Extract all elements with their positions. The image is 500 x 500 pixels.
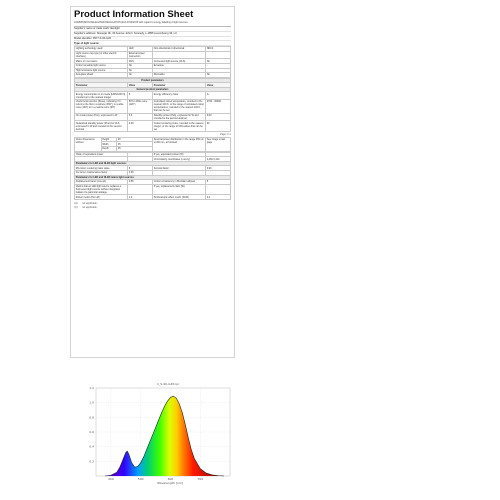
table-cell bbox=[206, 51, 231, 59]
type-header: Type of light source: bbox=[74, 41, 231, 46]
table-cell: 0,00 bbox=[128, 121, 153, 132]
table-cell: R9 colour rendering index value bbox=[75, 166, 128, 171]
claims-table bbox=[74, 152, 231, 200]
table-cell: 0,4 bbox=[206, 195, 231, 200]
table-cell: Correlated colour temperature, rounded to the nearest 100 K, or the range of correlated colour temperatures, rounded to the nearest 100 K, that can be set bbox=[153, 100, 205, 113]
footnote bbox=[74, 206, 231, 210]
table-cell: 90 bbox=[206, 121, 231, 132]
table-cell: MLS bbox=[128, 59, 153, 64]
dimension-name: Height bbox=[101, 137, 117, 142]
table-cell: Stroboscopic effect metric (SVM) bbox=[152, 195, 205, 200]
table-cell: LED bbox=[128, 47, 153, 52]
table-cell: the lumen maintenance factor bbox=[75, 171, 128, 176]
table-cell: Light source cap-type (or other electric interface) bbox=[75, 51, 128, 59]
supplier-info bbox=[74, 26, 231, 46]
table-row bbox=[75, 137, 231, 142]
y-tick-label: 1.0 bbox=[89, 400, 94, 405]
page-note: Page 1 / 2 bbox=[220, 132, 231, 136]
table-cell: Colour consistency in McAdam ellipses bbox=[152, 180, 205, 185]
table-cell: Dimmable: bbox=[152, 73, 205, 78]
supplier-name: Supplier's name or trade mark: Ikenlight bbox=[74, 27, 231, 32]
table-cell: 5 bbox=[128, 92, 153, 100]
table-row bbox=[75, 51, 231, 59]
product-information-sheet bbox=[70, 6, 235, 358]
y-tick-label: 0.8 bbox=[89, 415, 94, 420]
table-cell: 5,6 bbox=[128, 113, 153, 121]
table-row bbox=[75, 121, 231, 132]
params-header: Product parameters bbox=[75, 78, 231, 83]
table-cell: Envelope: bbox=[152, 63, 205, 68]
footnote-text: not applicable; bbox=[82, 205, 98, 209]
type-table bbox=[74, 46, 231, 78]
column-header: Value bbox=[128, 83, 153, 88]
table-cell: 0,00 bbox=[206, 113, 231, 121]
dimension-value: 90 bbox=[117, 137, 153, 142]
table-cell: Flicker metric (Pst LM) bbox=[75, 195, 128, 200]
table-cell: High luminance light source: bbox=[75, 68, 128, 73]
y-tick-label: 0.2 bbox=[89, 459, 94, 464]
table-cell: Networked standby power (Pnet) for CLS, expressed in W and rounded to the second decimal bbox=[75, 121, 128, 132]
table-cell: 1,0 bbox=[128, 195, 153, 200]
table-cell: Energy consumption in on-mode (kWh/1000 h), rounded up to the nearest integer bbox=[75, 92, 126, 99]
column-header: Parameter bbox=[152, 83, 205, 88]
y-tick-label: 1.2 bbox=[89, 386, 94, 390]
dimension-value: 45 bbox=[117, 147, 153, 152]
mains-header: Parameters for LED and OLED mains light sources: bbox=[75, 175, 231, 180]
table-cell: No bbox=[206, 59, 231, 64]
table-cell: On-mode power (Pon), expressed in W bbox=[75, 113, 128, 121]
table-cell: Useful luminous flux (Φuse), indicating if it refers to the flux in a sphere (360°), in a wide cone (120°) or in a narrow cone (90°) bbox=[75, 100, 128, 114]
table-cell bbox=[152, 51, 205, 59]
x-tick-label: 600 bbox=[167, 477, 174, 481]
dimension-value: 45 bbox=[117, 142, 153, 147]
table-cell: Claims that an LED light source replaces a fluorescent light source without integrated ballast of a particular wattage bbox=[75, 184, 128, 195]
model-identifier: Model identifier: 9577-S-90-G45 bbox=[74, 37, 231, 42]
dimension-label: Outer dimensions without bbox=[75, 137, 102, 151]
table-row: Chromaticity coordinates (x and y) 0,460 0,410 bbox=[75, 157, 231, 162]
table-cell: No bbox=[128, 68, 153, 73]
table-cell: Colour rendering index, rounded to the nearest integer, or the range of CRI-values that can be set bbox=[152, 121, 205, 132]
footnotes bbox=[74, 202, 231, 210]
table-cell: 870 in Wide cone (120°) bbox=[128, 100, 153, 114]
footnote-marker: '(b)' bbox=[74, 205, 78, 209]
spectral-label: Spectral power distribution in the range 250 nm to 800 nm, at full-load bbox=[152, 137, 205, 151]
led-header: Parameters for LED and OLED light sources: bbox=[75, 161, 231, 166]
table-cell: Lighting technology used: bbox=[75, 47, 128, 52]
column-header: Value bbox=[206, 83, 231, 88]
table-cell: Non-directional or directional: bbox=[152, 47, 205, 52]
x-tick-label: 700 bbox=[197, 477, 204, 481]
supplier-address: Supplier's address: Stonegar 9b, 30 Avenue John F Kennedy, L-1855 Luxembourg 36, LU bbox=[74, 32, 231, 37]
table-cell: No bbox=[206, 73, 231, 78]
column-header: Parameter bbox=[75, 83, 128, 88]
x-tick-label: 500 bbox=[137, 477, 144, 481]
table-row bbox=[75, 184, 231, 195]
dimension-name: Width bbox=[101, 142, 117, 147]
sheet-title: Product Information Sheet bbox=[74, 9, 194, 20]
table-cell: 5 bbox=[206, 180, 231, 185]
footnote-text: not applicable; bbox=[82, 201, 98, 205]
spectral-chart-svg bbox=[78, 378, 238, 488]
table-cell: 2700 - 3000K bbox=[206, 100, 231, 114]
parameters-table bbox=[74, 78, 231, 132]
table-cell: Mains or non-mains: bbox=[75, 59, 128, 64]
table-cell: No bbox=[128, 63, 153, 68]
regulation-reference: COMMISSION DELEGATED REGULATION (EU) 2019/2015 with regard to energy labelling of light sources bbox=[74, 21, 188, 24]
spectral-value: See image in last page bbox=[206, 137, 231, 151]
table-cell: No bbox=[128, 73, 153, 78]
table-cell: Survival factor bbox=[152, 166, 205, 171]
table-cell: NDLS bbox=[206, 47, 231, 52]
dimensions-table bbox=[74, 137, 231, 152]
dimension-name: Depth bbox=[101, 147, 117, 152]
table-row bbox=[75, 73, 231, 78]
table-cell: 0,55 bbox=[128, 180, 153, 185]
x-tick-label: 400 bbox=[108, 477, 114, 481]
table-cell: 9 bbox=[128, 166, 153, 171]
spectral-chart bbox=[78, 378, 238, 488]
table-cell: Connected light source (CLS): bbox=[152, 59, 205, 64]
y-tick-label: 0.4 bbox=[89, 444, 94, 449]
table-cell: G bbox=[206, 92, 231, 100]
chart-title: Ii_S-90-G45.lpi bbox=[157, 382, 179, 386]
table-row bbox=[75, 92, 231, 100]
table-cell: - bbox=[206, 184, 231, 195]
table-cell: 0,90 bbox=[128, 171, 153, 176]
table-cell: If yes, replacement claim (W) bbox=[152, 184, 205, 195]
table-cell: - bbox=[128, 184, 153, 195]
table-cell: displacement factor (cos φ1) bbox=[75, 180, 128, 185]
table-cell: Anti-glare shield: bbox=[75, 73, 128, 78]
table-cell: 0,90 bbox=[206, 166, 231, 171]
table-cell: Standby power (Psb), expressed in W and rounded to the second decimal bbox=[152, 113, 205, 121]
table-row: Claim of equivalent power - If yes, equivalent power (W) bbox=[75, 152, 231, 157]
y-tick-label: 0.6 bbox=[89, 430, 94, 434]
table-row bbox=[75, 100, 231, 114]
general-header: General product parameters bbox=[75, 87, 231, 92]
table-cell: Energy efficiency class bbox=[152, 92, 205, 100]
table-cell: External power connection bbox=[128, 51, 153, 59]
x-axis-label: Wavelength [nm] bbox=[157, 481, 183, 485]
table-row bbox=[75, 113, 231, 121]
table-cell: Colour-tuneable light source: bbox=[75, 63, 128, 68]
table-cell: - bbox=[206, 63, 231, 68]
table-row bbox=[75, 195, 231, 200]
footnote-marker: '(a)' bbox=[74, 201, 78, 205]
